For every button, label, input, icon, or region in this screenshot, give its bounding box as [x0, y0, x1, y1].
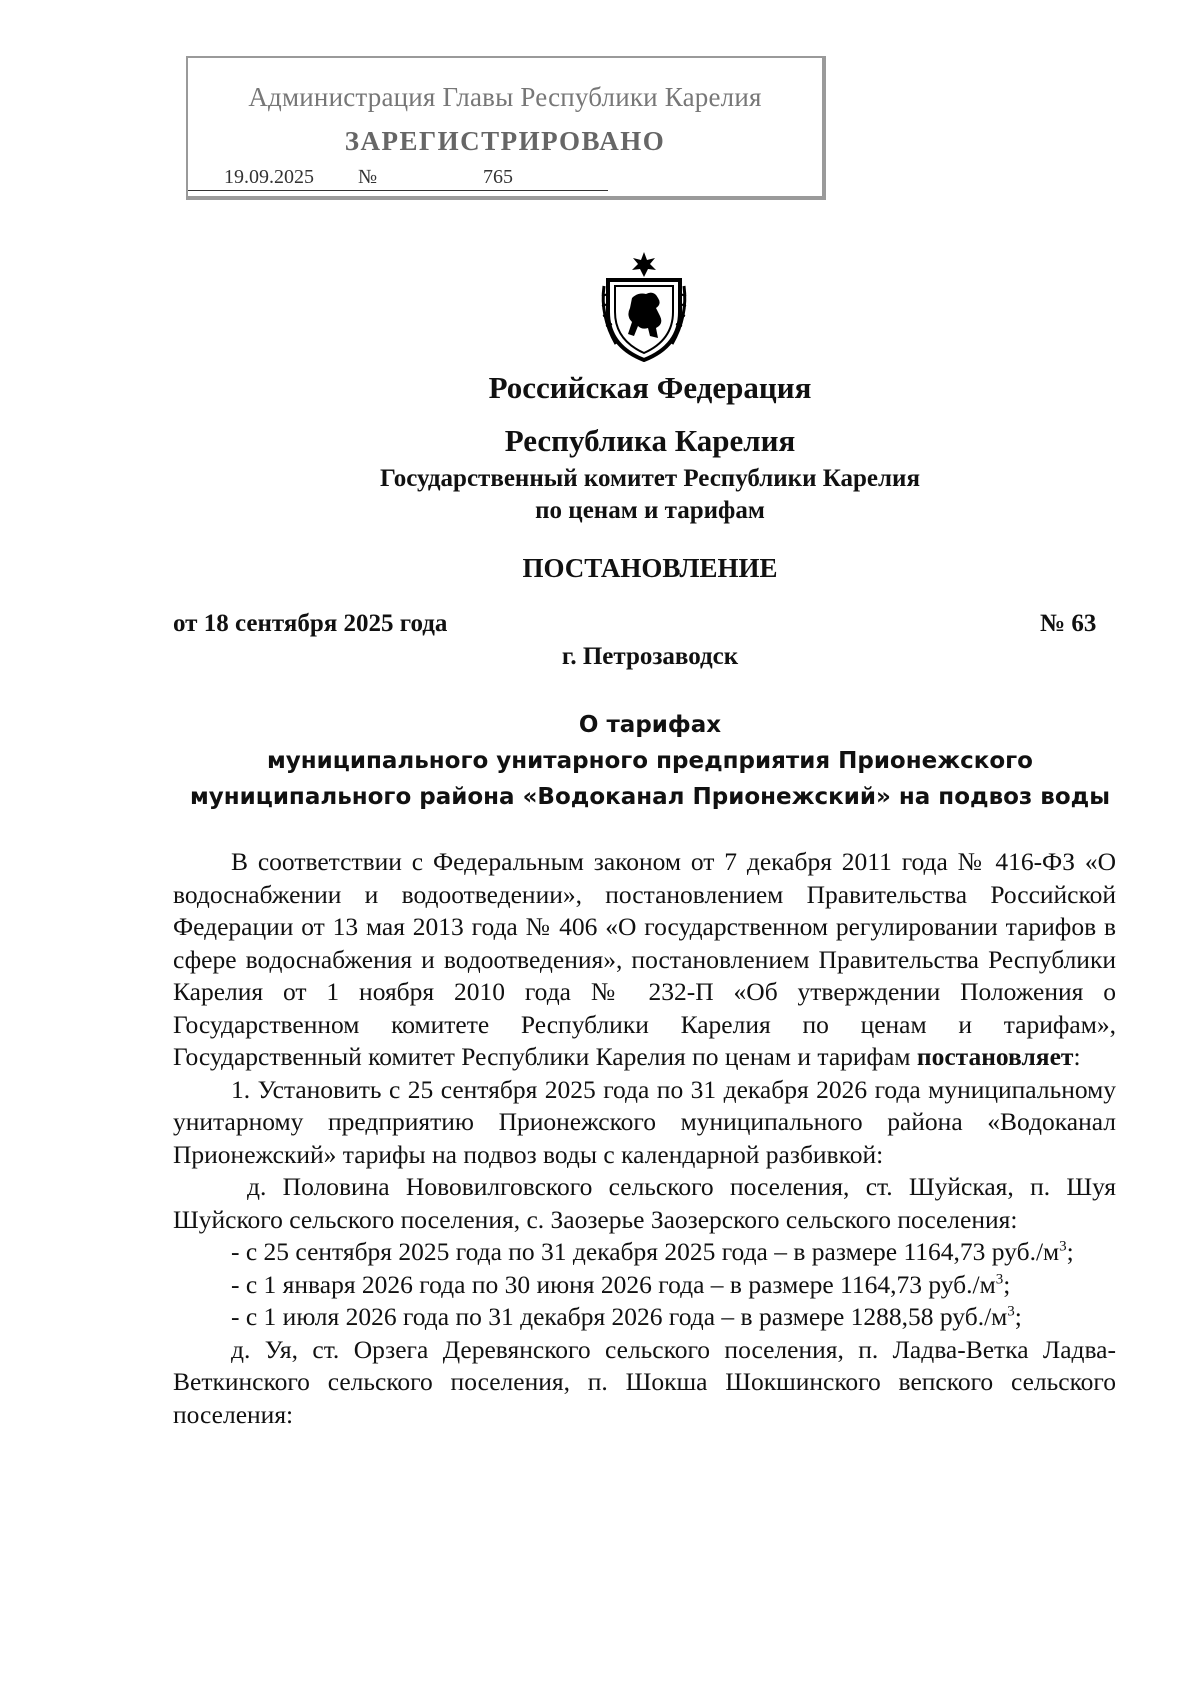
document-date: от 18 сентября 2025 года [173, 610, 448, 637]
tariff1-unit-sup: 3 [1059, 1238, 1067, 1255]
tariff2-text: - с 1 января 2026 года по 30 июня 2026 года – в размере 1164,73 руб./м [231, 1269, 996, 1299]
tariff1-paragraph [173, 1236, 1116, 1269]
title-line3: муниципального района «Водоканал Прионежский» на подвоз воды [189, 784, 1111, 810]
document-city: г. Петрозаводск [561, 643, 739, 670]
stamp-authority: Администрация Главы Республики Карелия [248, 82, 762, 112]
tariff2-paragraph [173, 1269, 1116, 1302]
karelia-coat-of-arms-icon [598, 250, 690, 362]
preamble-end: : [1073, 1042, 1081, 1071]
header-country: Российская Федерация [488, 370, 812, 405]
preamble-bold: постановляет [916, 1042, 1074, 1071]
item1-paragraph: 1. Установить с 25 сентября 2025 года по 31 декабря 2026 года муниципальному унитарному предприятию Прионежского муниципального района «Водоканал Прионежский» тарифы на подвоз воды с календарной разбивкой: [173, 1074, 1116, 1169]
title-line1: О тарифах [578, 712, 722, 738]
tariff3-paragraph [173, 1301, 1116, 1334]
tariff3-text: - с 1 июля 2026 года по 31 декабря 2026 года – в размере 1288,58 руб./м [231, 1302, 1008, 1331]
preamble-paragraph [173, 846, 1116, 1074]
group1-paragraph: д. Половина Нововилговского сельского поселения, ст. Шуйская, п. Шуя Шуйского сельского поселения, с. Заозерье Заозерского сельского поселения: [173, 1172, 1116, 1234]
document-number: № 63 [1040, 610, 1097, 637]
stamp-number: 765 [483, 166, 513, 188]
tariff1-end: ; [1066, 1237, 1074, 1266]
stamp-underline [188, 190, 608, 191]
document-type: ПОСТАНОВЛЕНИЕ [522, 553, 778, 583]
document-body [173, 846, 1116, 1431]
stamp-date: 19.09.2025 [224, 166, 314, 188]
header-committee-line2: по ценам и тарифам [535, 497, 765, 524]
group2-paragraph: д. Уя, ст. Орзега Деревянского сельского поселения, п. Ладва-Ветка Ладва-Веткинского сельского поселения, п. Шокша Шокшинского вепского сельского поселения: [173, 1334, 1116, 1429]
stamp-number-sign: № [358, 166, 378, 188]
registration-stamp [186, 56, 826, 200]
header-republic: Республика Карелия [504, 423, 796, 458]
header-committee-line1: Государственный комитет Республики Карелия [380, 465, 920, 492]
stamp-registered: ЗАРЕГИСТРИРОВАНО [344, 126, 666, 156]
tariff3-unit-sup: 3 [1007, 1303, 1015, 1320]
title-line2: муниципального унитарного предприятия Прионежского [267, 748, 1033, 774]
tariff1-text: - с 25 сентября 2025 года по 31 декабря 2025 года – в размере 1164,73 руб./м [231, 1237, 1060, 1266]
tariff2-end: ; [1003, 1269, 1011, 1299]
tariff3-end: ; [1014, 1302, 1022, 1331]
tariff2-unit-sup: 3 [995, 1271, 1004, 1287]
preamble-text: В соответствии с Федеральным законом от 7 декабря 2011 года № 416-ФЗ «О водоснабжении и водоотведении», постановлением Правительства Российской Федерации от 13 мая 2013 года № 406 «О государственном регулировании тарифов в сфере водоснабжения и водоотведения», постановлением Правительства Республики Карелия от 1 ноября 2010 года № 232-П «Об утверждении Положения о Государственном комитете Республики Карелия по ценам и тарифам», Государственный комитет Республики Карелия по ценам и тарифам [173, 847, 1116, 1071]
stamp-registration-line [188, 166, 608, 194]
